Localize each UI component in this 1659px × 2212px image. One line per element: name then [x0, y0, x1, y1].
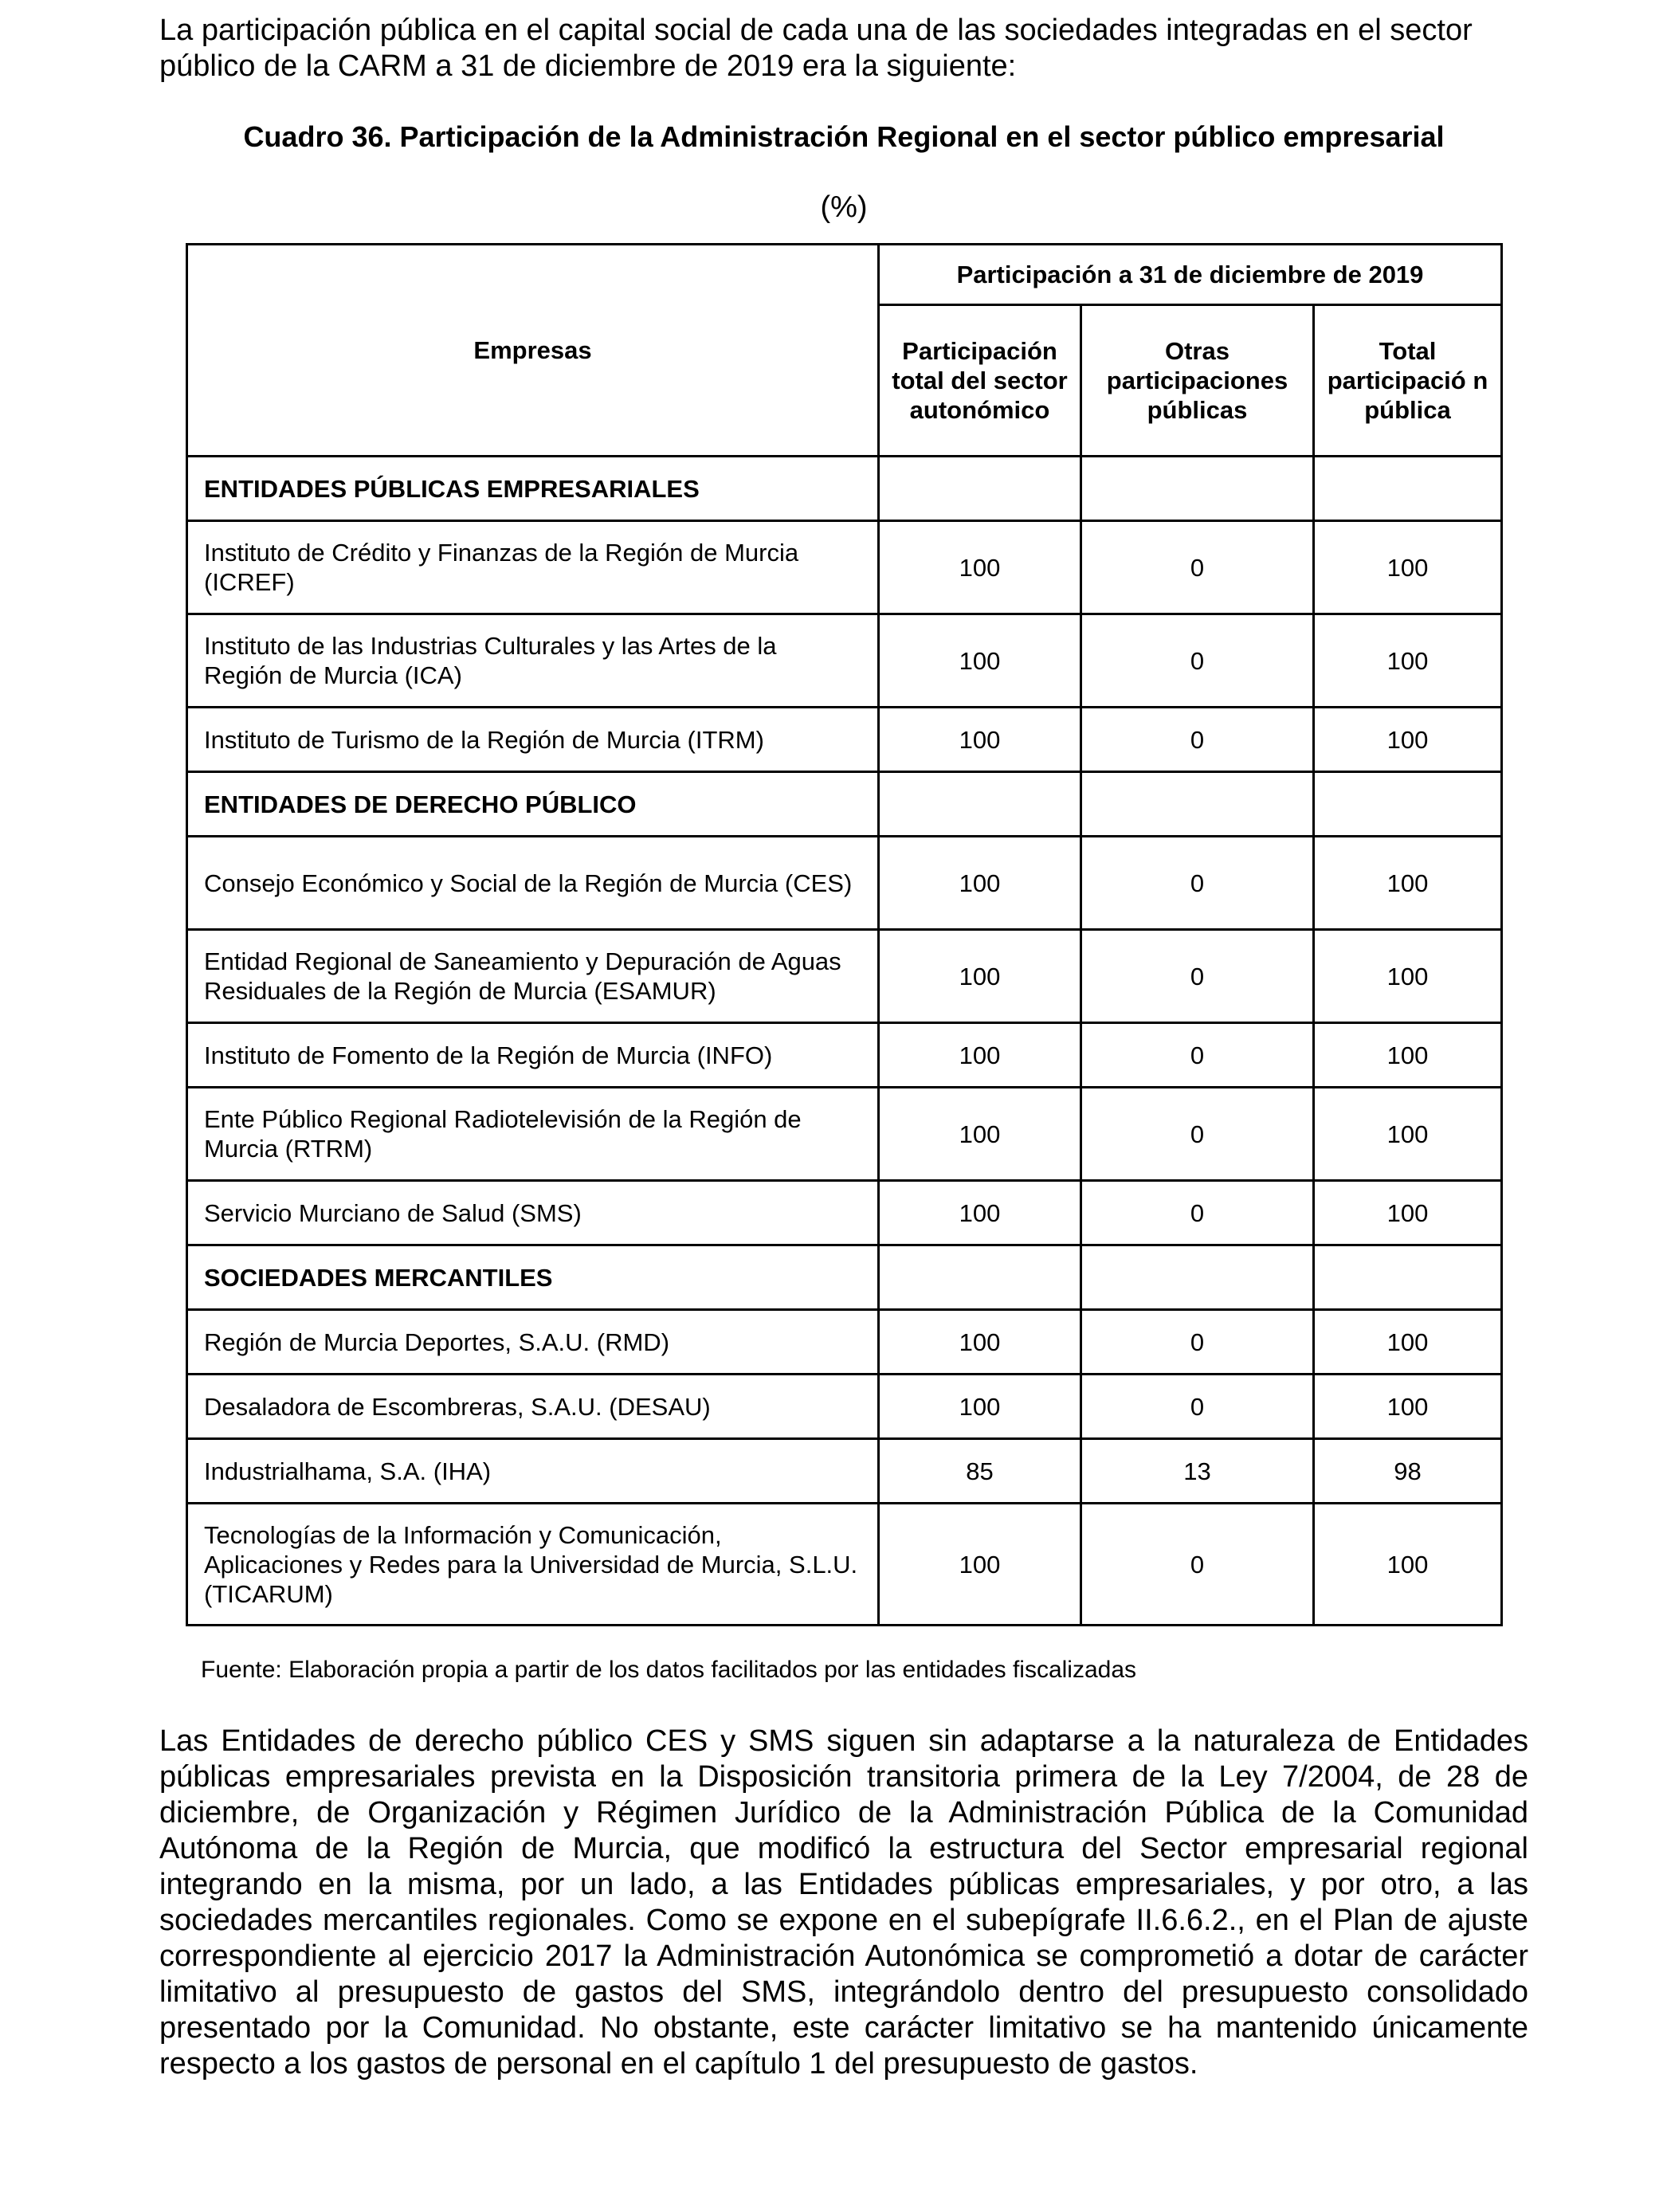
value-total: 100: [1314, 1181, 1502, 1245]
value-total: 100: [1314, 1504, 1502, 1626]
company-name: Desaladora de Escombreras, S.A.U. (DESAU): [187, 1375, 879, 1439]
section-row: [187, 457, 1502, 521]
value-sector: 100: [879, 521, 1081, 614]
table-row: [187, 930, 1502, 1023]
value-sector: 100: [879, 1375, 1081, 1439]
value-sector: 100: [879, 708, 1081, 772]
table-row: [187, 1088, 1502, 1181]
company-name: Instituto de Fomento de la Región de Murcia (INFO): [187, 1023, 879, 1088]
table-row: [187, 614, 1502, 708]
table-row: [187, 1504, 1502, 1626]
company-name: Instituto de las Industrias Culturales y las Artes de la Región de Murcia (ICA): [187, 614, 879, 708]
table-source-note: Fuente: Elaboración propia a partir de los datos facilitados por las entidades fiscalizadas: [201, 1657, 1137, 1683]
value-sector: 100: [879, 1023, 1081, 1088]
value-total: 100: [1314, 614, 1502, 708]
value-sector: 100: [879, 930, 1081, 1023]
company-name: Tecnologías de la Información y Comunicación, Aplicaciones y Redes para la Universidad de Murcia, S.L.U. (TICARUM): [187, 1504, 879, 1626]
header-group: Participación a 31 de diciembre de 2019: [879, 245, 1502, 305]
header-col-b: Otras participaciones públicas: [1081, 305, 1314, 457]
value-other: 0: [1081, 1504, 1314, 1626]
value-sector: 100: [879, 1181, 1081, 1245]
value-total: 100: [1314, 708, 1502, 772]
table-row: [187, 1181, 1502, 1245]
participation-table: [186, 243, 1503, 1626]
value-sector: 100: [879, 1088, 1081, 1181]
section-row: [187, 1245, 1502, 1310]
value-total: 100: [1314, 837, 1502, 930]
value-other: 0: [1081, 614, 1314, 708]
value-other: 0: [1081, 521, 1314, 614]
company-name: Consejo Económico y Social de la Región de Murcia (CES): [187, 837, 879, 930]
value-total: 100: [1314, 930, 1502, 1023]
value-total: 100: [1314, 1375, 1502, 1439]
value-total: 100: [1314, 1310, 1502, 1375]
value-sector: 85: [879, 1439, 1081, 1504]
company-name: Ente Público Regional Radiotelevisión de la Región de Murcia (RTRM): [187, 1088, 879, 1181]
header-empresas: Empresas: [187, 245, 879, 457]
section-label: ENTIDADES DE DERECHO PÚBLICO: [187, 772, 879, 837]
value-total: 100: [1314, 1023, 1502, 1088]
value-total: 98: [1314, 1439, 1502, 1504]
table-row: [187, 708, 1502, 772]
value-other: 0: [1081, 1088, 1314, 1181]
value-total: 100: [1314, 521, 1502, 614]
table-row: [187, 521, 1502, 614]
value-sector: 100: [879, 1504, 1081, 1626]
value-sector: 100: [879, 837, 1081, 930]
company-name: Entidad Regional de Saneamiento y Depuración de Aguas Residuales de la Región de Murcia (ESAMUR): [187, 930, 879, 1023]
value-other: 13: [1081, 1439, 1314, 1504]
value-sector: 100: [879, 614, 1081, 708]
value-other: 0: [1081, 1310, 1314, 1375]
value-other: 0: [1081, 1023, 1314, 1088]
value-other: 0: [1081, 708, 1314, 772]
header-col-c: Total participació n pública: [1314, 305, 1502, 457]
table-title: Cuadro 36. Participación de la Administración Regional en el sector público empresarial: [243, 120, 1445, 153]
company-name: Industrialhama, S.A. (IHA): [187, 1439, 879, 1504]
value-other: 0: [1081, 1375, 1314, 1439]
intro-paragraph: La participación pública en el capital social de cada una de las sociedades integradas en el sector público de la CARM a 31 de diciembre de 2019 era la siguiente:: [159, 14, 1473, 83]
closing-paragraph: Las Entidades de derecho público CES y SMS siguen sin adaptarse a la naturaleza de Entidades públicas empresariales prevista en la Disposición transitoria primera de la Ley 7/2004, de 28 de diciembre, de Organización y Régimen Jurídico de la Administración Pública de la Comunidad Autónoma de la Región de Murcia, que modificó la estructura del Sector empresarial regional integrando en la misma, por un lado, a las Entidades públicas empresariales, y por otro, a las sociedades mercantiles regionales. Como se expone en el subepígrafe II.6.6.2., en el Plan de ajuste correspondiente al ejercicio 2017 la Administración Autonómica se comprometió a dotar de carácter limitativo al presupuesto de gastos del SMS, integrándolo dentro del presupuesto consolidado presentado por la Comunidad. No obstante, este carácter limitativo se ha mantenido únicamente respecto a los gastos de personal en el capítulo 1 del presupuesto de gastos.: [159, 1724, 1528, 2081]
table-row: [187, 837, 1502, 930]
table-row: [187, 1439, 1502, 1504]
header-col-a: Participación total del sector autonómico: [879, 305, 1081, 457]
company-name: Servicio Murciano de Salud (SMS): [187, 1181, 879, 1245]
table-row: [187, 1375, 1502, 1439]
table-unit: (%): [820, 190, 868, 224]
section-label: SOCIEDADES MERCANTILES: [187, 1245, 879, 1310]
value-sector: 100: [879, 1310, 1081, 1375]
section-label: ENTIDADES PÚBLICAS EMPRESARIALES: [187, 457, 879, 521]
table-row: [187, 1310, 1502, 1375]
company-name: Instituto de Turismo de la Región de Murcia (ITRM): [187, 708, 879, 772]
value-total: 100: [1314, 1088, 1502, 1181]
section-row: [187, 772, 1502, 837]
value-other: 0: [1081, 1181, 1314, 1245]
table-row: [187, 1023, 1502, 1088]
company-name: Región de Murcia Deportes, S.A.U. (RMD): [187, 1310, 879, 1375]
value-other: 0: [1081, 930, 1314, 1023]
value-other: 0: [1081, 837, 1314, 930]
company-name: Instituto de Crédito y Finanzas de la Región de Murcia (ICREF): [187, 521, 879, 614]
